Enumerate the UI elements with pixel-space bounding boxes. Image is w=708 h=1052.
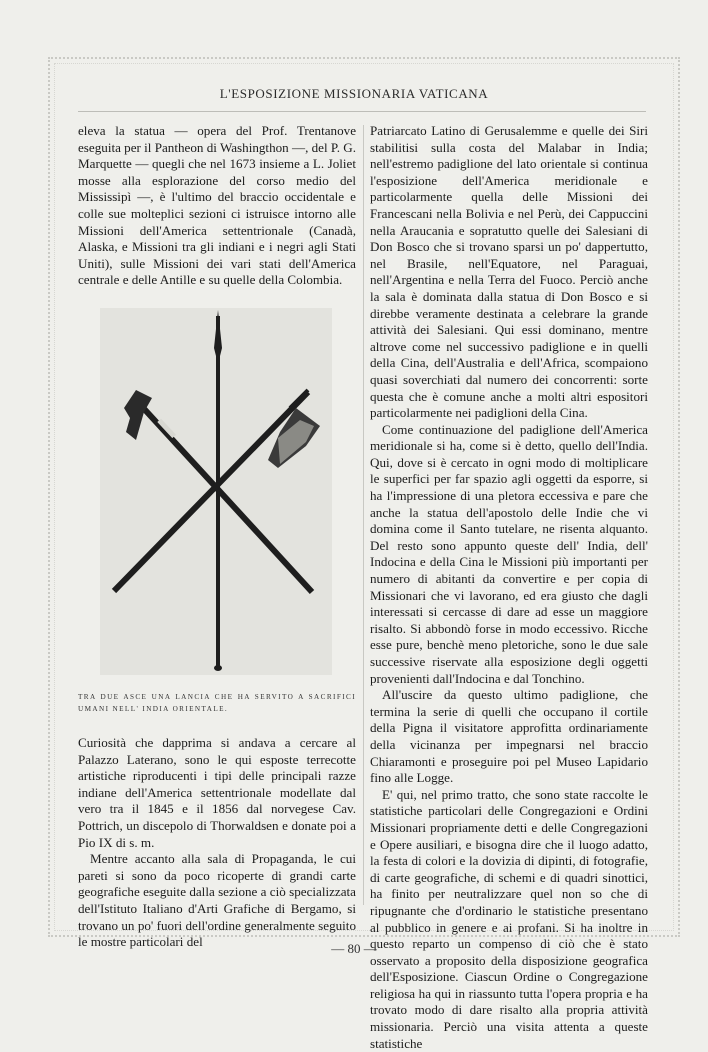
left-column-bottom	[78, 735, 356, 951]
right-column	[370, 123, 648, 1052]
header-rule	[78, 111, 646, 112]
running-title: L'ESPOSIZIONE MISSIONARIA VATICANA	[219, 86, 489, 101]
paragraph: E' qui, nel primo tratto, che sono state raccolte le statistiche particolari delle Congregazioni e Ordini Missionari propriamente detti e delle Congregazioni e Opere ausiliari, e bisogna dire che il luogo adatto, la festa di colori e la dovizia di dipinti, di fotografie, di carte geografiche, di schemi e di quadri sinottici, ha finito per neutralizzare quel non so che di ripugnante che d'ordinario le statistiche presentano al pubblico in genere e ai profani. Si ha inoltre in questo reparto un compenso di ciò che è stato osservato a proposito della disposizione geografica dell'Esposizione. Ciascun Ordine o Congregazione religiosa ha qui in riassunto tutta l'opera propria e ha trovato modo di dare risalto alla propria attività missionaria. Perciò una visita attenta a queste statistiche	[370, 786, 648, 1051]
figure-photo	[100, 308, 332, 675]
paragraph: eleva la statua — opera del Prof. Trentanove eseguita per il Pantheon di Washingthon —, del P. G. Marquette — quegli che nel 1673 insieme a L. Joliet mosse alla esplorazione del corso medio del Mississipì —, è l'ultimo del braccio occidentale e colle sue molteplici sezioni ci istruisce intorno alle Missioni dell'America settentrionale (Canadà, Alaska, e Missioni tra gli indiani e i negri agli Stati Uniti), sulle Missioni dei vari stati dell'America centrale e delle Antille e su quelle della Colombia.	[78, 123, 357, 288]
paragraph: Curiosità che dapprima si andava a cercare al Palazzo Laterano, sono le qui esposte terrecotte artistiche riproducenti i tipi delle principali razze indiane dell'America settentrionale modellate dal vero tra il 1845 e il 1856 dal norvegese Cav. Pottrich, un discepolo di Thorwaldsen e donate poi a Pio IX di s. m.	[78, 735, 356, 850]
paragraph: All'uscire da questo ultimo padiglione, che termina la serie di quelli che occupano il cortile della Pigna il visitatore approfitta ordinariamente della vicinanza per impegnarsi nel braccio Chiaramonti e proseguire poi pel Museo Lapidario fino alle Logge.	[370, 687, 648, 786]
paragraph: Patriarcato Latino di Gerusalemme e quelle dei Siri stabilitisi sulla costa del Malabar in India; nell'estremo padiglione del lato orientale si continua l'esposizione dell'America meridionale e particolarmente quella delle Missioni dei Francescani nella Bolivia e nel Perù, dei Cappuccini nella Araucania e sopratutto quelle dei Salesiani di Don Bosco che si trovano sparsi un po' dappertutto, nel Brasile, nell'Equatore, nel Paraguai, nell'Argentina e nella Terra del Fuoco. Perciò anche la sala è dominata dalla statua di Don Bosco e si direbbe veramente destinata a celebrare la grande attività dei Salesiani. Qui essi dominano, mentre altrove come nel successivo padiglione e in quelli della Cina, dell'Australia e dell'Africa, scompaiono quasi soverchiati dal numero dei concorrenti: sorte questa che è comune anche a molti altri espositori particolarmente nei padiglioni della Cina.	[370, 123, 648, 421]
axes-and-spear-illustration	[100, 308, 332, 675]
paragraph: Come continuazione del padiglione dell'America meridionale si ha, come si è detto, quello dell'India. Qui, dove si è cercato in ogni modo di moltiplicare le superfici per far spazio agli oggetti da esporre, si ha l'impressione di una pletora eccessiva e pare che anche la statua dell'apostolo delle Indie che vi domina come il Santo tutelare, ne risenta alquanto. Del resto sono appunto queste dell' India, dell' Indocina e della Cina le Missioni più importanti per numero di abitanti da convertire e per copia di Missionari che vi lavorano, ed era giusto che dagli interessati si cercasse di dare ad esse un maggiore risalto. Si abbondò forse in modo eccessivo. Ricche esse pure, benchè meno pletoriche, sono le due sale successive riservate alla esposizione degli oggetti provenienti dall'Indocina e dal Tonchino.	[370, 421, 648, 686]
figure-caption: TRA DUE ASCE UNA LANCIA CHE HA SERVITO A SACRIFICI UMANI NELL' INDIA ORIENTALE.	[78, 693, 356, 713]
column-divider	[363, 125, 364, 905]
left-column-top	[78, 123, 356, 289]
page-number: — 80 —	[331, 941, 377, 956]
paragraph: Mentre accanto alla sala di Propaganda, le cui pareti si sono da poco ricoperte di grandi carte geografiche eseguite dalla sezione a ciò specializzata dell'Istituto Italiano d'Arti Grafiche di Bergamo, si trovano un po' fuori dell'ordine generalmente seguito le mostre particolari del	[78, 851, 356, 950]
